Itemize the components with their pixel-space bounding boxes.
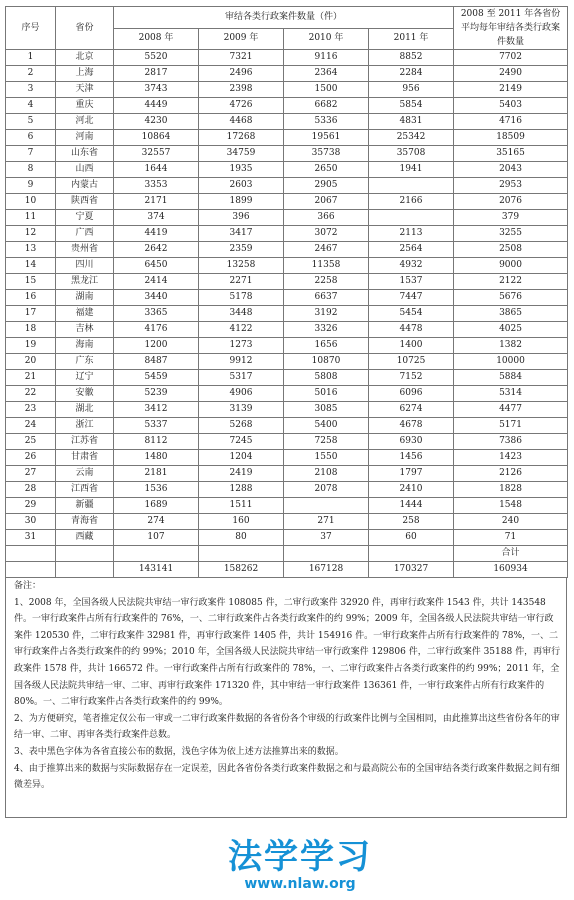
row-seq: 7 [6,146,56,162]
table-row [6,306,568,322]
table-row [6,130,568,146]
row-value: 4449 [114,98,199,114]
row-seq: 10 [6,194,56,210]
row-value: 4932 [369,258,454,274]
row-province: 湖南 [56,290,114,306]
row-seq: 14 [6,258,56,274]
row-province: 新疆 [56,498,114,514]
row-value: 2564 [369,242,454,258]
table-row [6,450,568,466]
table-row [6,370,568,386]
header-average: 2008 至 2011 年各省份平均每年审结各类行政案件数量 [454,7,568,50]
row-value: 5454 [369,306,454,322]
row-province: 山西 [56,162,114,178]
table-row [6,322,568,338]
row-province: 浙江 [56,418,114,434]
row-value: 8112 [114,434,199,450]
row-value: 7321 [199,50,284,66]
row-value: 2642 [114,242,199,258]
row-value: 9912 [199,354,284,370]
table-row [6,354,568,370]
watermark-url: www.nlaw.org [244,876,356,892]
row-seq: 11 [6,210,56,226]
row-value: 3139 [199,402,284,418]
notes-heading: 备注： [14,581,42,591]
row-seq: 28 [6,482,56,498]
row-value: 4230 [114,114,199,130]
table-row [6,210,568,226]
row-seq: 22 [6,386,56,402]
row-value: 10870 [284,354,369,370]
row-value: 2467 [284,242,369,258]
row-value: 160 [199,514,284,530]
row-value: 2078 [284,482,369,498]
row-seq: 18 [6,322,56,338]
row-seq: 24 [6,418,56,434]
row-seq: 4 [6,98,56,114]
row-value: 10864 [114,130,199,146]
row-value: 5459 [114,370,199,386]
row-average: 2122 [454,274,568,290]
row-value: 35738 [284,146,369,162]
note-4: 4、由于推算出来的数据与实际数据存在一定误差，因此各省份各类行政案件数据之和与最高院公布的全国审结各类行政案件数据之间有细微差异。 [14,763,560,791]
table-body [6,50,568,546]
row-province: 北京 [56,50,114,66]
table-row [6,226,568,242]
row-average: 1548 [454,498,568,514]
table-row [6,482,568,498]
row-average: 7386 [454,434,568,450]
row-value: 4906 [199,386,284,402]
row-seq: 6 [6,130,56,146]
total-2008: 143141 [114,562,199,578]
row-value: 7258 [284,434,369,450]
row-average: 2043 [454,162,568,178]
row-province: 贵州省 [56,242,114,258]
table-row [6,162,568,178]
watermark-logo: 法学学习 [228,837,372,877]
table-row [6,530,568,546]
row-value: 4176 [114,322,199,338]
table-row [6,242,568,258]
row-value: 2271 [199,274,284,290]
row-value: 3085 [284,402,369,418]
row-value: 4678 [369,418,454,434]
row-province: 江苏省 [56,434,114,450]
row-value: 2817 [114,66,199,82]
row-value: 2359 [199,242,284,258]
row-average: 2149 [454,82,568,98]
table-row [6,418,568,434]
row-value: 956 [369,82,454,98]
row-average: 240 [454,514,568,530]
row-value: 3365 [114,306,199,322]
row-average: 2508 [454,242,568,258]
row-value: 6930 [369,434,454,450]
row-average: 2490 [454,66,568,82]
row-average: 9000 [454,258,568,274]
row-value: 80 [199,530,284,546]
row-average: 1828 [454,482,568,498]
row-value [369,210,454,226]
row-province: 内蒙古 [56,178,114,194]
note-2: 2、为方便研究，笔者推定仅公布一审或一二审行政案件数据的各省份各个审级的行政案件比例与全国相同，由此推算出这些省份各年的审结一审、二审、再审各类行政案件总数。 [14,713,560,741]
row-average: 2126 [454,466,568,482]
row-value: 2364 [284,66,369,82]
row-value: 4726 [199,98,284,114]
row-value: 2905 [284,178,369,194]
table-row [6,498,568,514]
row-value: 4419 [114,226,199,242]
row-seq: 29 [6,498,56,514]
row-value: 6450 [114,258,199,274]
total-2010: 167128 [284,562,369,578]
row-value: 5337 [114,418,199,434]
row-value: 5239 [114,386,199,402]
header-seq: 序号 [6,7,56,50]
table-row [6,386,568,402]
row-value: 5854 [369,98,454,114]
row-seq: 8 [6,162,56,178]
row-value: 1656 [284,338,369,354]
row-value: 1537 [369,274,454,290]
header-year: 2011 年 [369,28,454,50]
row-average: 4716 [454,114,568,130]
row-province: 河北 [56,114,114,130]
header-year: 2010 年 [284,28,369,50]
row-value: 9116 [284,50,369,66]
row-province: 江西省 [56,482,114,498]
row-seq: 27 [6,466,56,482]
row-value: 1935 [199,162,284,178]
row-value: 7447 [369,290,454,306]
row-value: 2419 [199,466,284,482]
row-value: 271 [284,514,369,530]
row-average: 1423 [454,450,568,466]
row-value: 3353 [114,178,199,194]
table-row [6,402,568,418]
row-value [284,498,369,514]
row-seq: 1 [6,50,56,66]
row-seq: 26 [6,450,56,466]
table-row [6,258,568,274]
row-value: 2171 [114,194,199,210]
row-average: 2076 [454,194,568,210]
row-value: 2496 [199,66,284,82]
row-value: 1204 [199,450,284,466]
row-value: 274 [114,514,199,530]
header-year: 2009 年 [199,28,284,50]
row-value: 5178 [199,290,284,306]
note-1: 1、2008 年，全国各级人民法院共审结一审行政案件 108085 件，二审行政案件 32920 件，再审行政案件 1543 件，共计 143548 件。一审行政案件占所有行政案件的 76%，一、二审行政案件占各类行政案件的约 99%；2009 年，全国各级人民法院共审结一审行政案件 120530 件，二审行政案件 32981 件，再审行政案件 1405 件，共计 154916 件。一审行政案件占所有行政案件的 78%，一、二审行政案件占各类行政案件的约 99%；2010 年，全国各级人民法院共审结一审行政案件 129806 件，二审行政案件 35188 件，再审行政案件 1578 件，共计 166572 件。一审行政案件占所有行政案件的 78%，一、二审行政案件占各类行政案件的约 99%；2011 年，全国各级人民法院共审结一审、二审、再审行政案件 171320 件，其中审结一审行政案件 136361 件，一审行政案件占所有行政案件的 80%。一、二审行政案件占各类行政案件的约 99%。 [14,597,561,708]
row-value: 5520 [114,50,199,66]
watermark [220,838,380,892]
row-value: 2166 [369,194,454,210]
row-value: 5400 [284,418,369,434]
row-province: 上海 [56,66,114,82]
row-seq: 17 [6,306,56,322]
row-value: 5317 [199,370,284,386]
notes-section [5,578,567,818]
row-value: 60 [369,530,454,546]
row-average: 3865 [454,306,568,322]
row-value: 4468 [199,114,284,130]
row-province: 海南 [56,338,114,354]
table-row [6,434,568,450]
row-value: 7245 [199,434,284,450]
total-average: 160934 [454,562,568,578]
row-province: 广东 [56,354,114,370]
row-value: 3192 [284,306,369,322]
total-label: 合计 [454,546,568,562]
row-province: 湖北 [56,402,114,418]
row-value: 1273 [199,338,284,354]
row-value: 2113 [369,226,454,242]
header-province: 省份 [56,7,114,50]
row-seq: 31 [6,530,56,546]
row-value: 2410 [369,482,454,498]
row-seq: 3 [6,82,56,98]
table-row [6,50,568,66]
row-province: 河南 [56,130,114,146]
row-average: 71 [454,530,568,546]
row-value: 3412 [114,402,199,418]
row-average: 5403 [454,98,568,114]
row-average: 5676 [454,290,568,306]
row-province: 黑龙江 [56,274,114,290]
row-value: 1644 [114,162,199,178]
row-value: 32557 [114,146,199,162]
table-row [6,82,568,98]
row-value: 2067 [284,194,369,210]
row-value: 3417 [199,226,284,242]
row-value: 1797 [369,466,454,482]
row-value: 5268 [199,418,284,434]
row-value: 1200 [114,338,199,354]
row-value: 2284 [369,66,454,82]
row-value: 4122 [199,322,284,338]
table-row [6,194,568,210]
row-value: 2603 [199,178,284,194]
row-average: 5314 [454,386,568,402]
row-value: 8487 [114,354,199,370]
row-value: 6682 [284,98,369,114]
row-province: 西藏 [56,530,114,546]
table-row [6,274,568,290]
row-value: 1444 [369,498,454,514]
row-average: 1382 [454,338,568,354]
row-value: 2108 [284,466,369,482]
row-value: 2181 [114,466,199,482]
row-average: 3255 [454,226,568,242]
table-row [6,290,568,306]
row-province: 云南 [56,466,114,482]
row-seq: 23 [6,402,56,418]
row-province: 甘肃省 [56,450,114,466]
row-average: 4025 [454,322,568,338]
table-row [6,466,568,482]
row-average: 18509 [454,130,568,146]
row-value: 17268 [199,130,284,146]
row-value: 35708 [369,146,454,162]
row-value: 6096 [369,386,454,402]
row-value: 5016 [284,386,369,402]
row-value: 1899 [199,194,284,210]
row-value: 374 [114,210,199,226]
row-seq: 21 [6,370,56,386]
row-seq: 12 [6,226,56,242]
row-value: 396 [199,210,284,226]
row-seq: 25 [6,434,56,450]
total-2011: 170327 [369,562,454,578]
row-province: 四川 [56,258,114,274]
row-value: 13258 [199,258,284,274]
row-average: 10000 [454,354,568,370]
table-row [6,514,568,530]
row-value: 10725 [369,354,454,370]
row-value: 4478 [369,322,454,338]
row-value: 5808 [284,370,369,386]
row-seq: 5 [6,114,56,130]
row-value: 1400 [369,338,454,354]
row-value: 1456 [369,450,454,466]
row-seq: 2 [6,66,56,82]
row-value: 7152 [369,370,454,386]
row-value: 1500 [284,82,369,98]
row-province: 天津 [56,82,114,98]
row-province: 重庆 [56,98,114,114]
row-average: 4477 [454,402,568,418]
row-province: 青海省 [56,514,114,530]
total-2009: 158262 [199,562,284,578]
row-value: 19561 [284,130,369,146]
row-province: 山东省 [56,146,114,162]
row-value: 3743 [114,82,199,98]
row-seq: 13 [6,242,56,258]
row-value: 6274 [369,402,454,418]
row-province: 辽宁 [56,370,114,386]
row-seq: 19 [6,338,56,354]
row-value: 1480 [114,450,199,466]
table-row [6,98,568,114]
header-case-count: 审结各类行政案件数量（件） [114,7,454,29]
row-value: 3440 [114,290,199,306]
row-value: 3326 [284,322,369,338]
row-value: 34759 [199,146,284,162]
data-table [5,6,568,578]
row-value [369,178,454,194]
table-row [6,66,568,82]
row-value: 11358 [284,258,369,274]
row-value: 1288 [199,482,284,498]
note-3: 3、表中黑色字体为各省直接公布的数据，浅色字体为依上述方法推算出来的数据。 [14,746,344,757]
row-province: 广西 [56,226,114,242]
row-value: 1536 [114,482,199,498]
row-value: 1550 [284,450,369,466]
row-value: 6637 [284,290,369,306]
row-value: 8852 [369,50,454,66]
table-row [6,146,568,162]
row-value: 1689 [114,498,199,514]
row-province: 吉林 [56,322,114,338]
row-value: 3448 [199,306,284,322]
row-seq: 15 [6,274,56,290]
row-seq: 30 [6,514,56,530]
row-value: 1511 [199,498,284,514]
header-year: 2008 年 [114,28,199,50]
row-seq: 16 [6,290,56,306]
row-value: 1941 [369,162,454,178]
row-value: 37 [284,530,369,546]
row-average: 35165 [454,146,568,162]
row-average: 379 [454,210,568,226]
row-average: 2953 [454,178,568,194]
row-average: 7702 [454,50,568,66]
row-value: 25342 [369,130,454,146]
row-seq: 20 [6,354,56,370]
row-average: 5171 [454,418,568,434]
document-page [5,6,567,818]
row-province: 福建 [56,306,114,322]
row-province: 陕西省 [56,194,114,210]
row-value: 5336 [284,114,369,130]
row-seq: 9 [6,178,56,194]
row-province: 安徽 [56,386,114,402]
row-value: 2414 [114,274,199,290]
row-value: 366 [284,210,369,226]
row-value: 3072 [284,226,369,242]
row-province: 宁夏 [56,210,114,226]
row-value: 2650 [284,162,369,178]
row-value: 2258 [284,274,369,290]
row-average: 5884 [454,370,568,386]
table-row [6,338,568,354]
row-value: 107 [114,530,199,546]
table-row [6,178,568,194]
row-value: 258 [369,514,454,530]
row-value: 4831 [369,114,454,130]
row-value: 2398 [199,82,284,98]
table-row [6,114,568,130]
